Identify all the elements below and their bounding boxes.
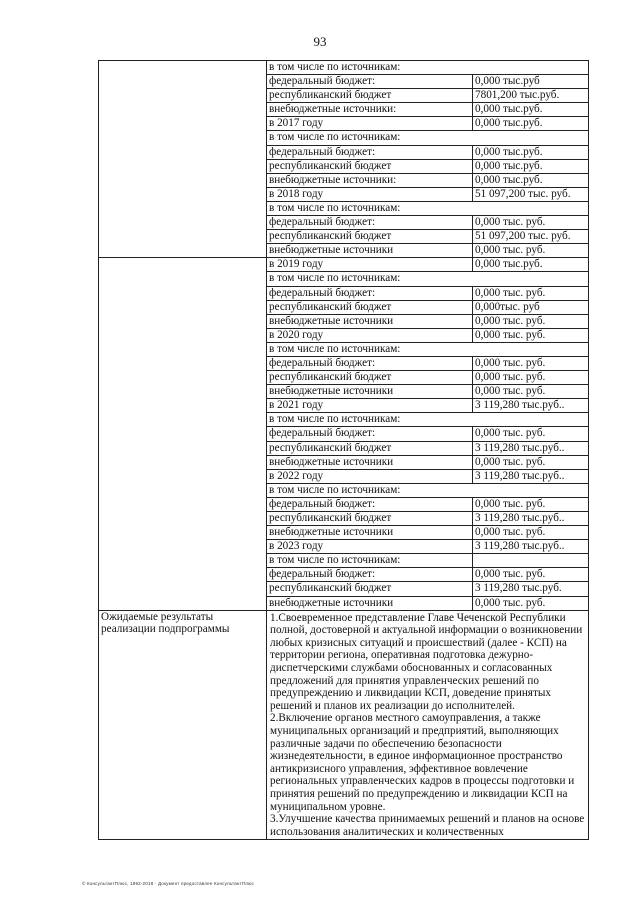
funding-label: республиканский бюджет bbox=[267, 89, 473, 103]
funding-label: внебюджетные источники bbox=[267, 244, 473, 258]
funding-label: внебюджетные источники bbox=[267, 314, 473, 328]
funding-value: 0,000 тыс. руб. bbox=[473, 568, 589, 582]
funding-label: в 2021 году bbox=[267, 399, 473, 413]
results-paragraph: 1.Своевременное представление Главе Чеченской Республики полной, достоверной и актуальной информации о возникновении любых кризисных ситуаций и происшествий (далее - КСП) на территории региона, оперативная подготовка дежурно-диспетчерскими службами обоснованных и согласованных предложений для принятия управленческих решений по предупреждению и ликвидации КСП, доведение принятых решений и планов их реализации до исполнителей. bbox=[270, 611, 583, 712]
funding-row bbox=[99, 258, 589, 272]
funding-label: федеральный бюджет: bbox=[267, 216, 473, 230]
blank-label-cell bbox=[99, 61, 267, 258]
funding-value: 0,000 тыс.руб. bbox=[473, 173, 589, 187]
funding-value: 0,000 тыс. руб. bbox=[473, 497, 589, 511]
funding-value: 0,000 тыс.руб. bbox=[473, 117, 589, 131]
funding-label: в 2019 году bbox=[267, 258, 473, 272]
funding-value: 0,000 тыс. руб. bbox=[473, 244, 589, 258]
blank-label-cell bbox=[99, 258, 267, 610]
funding-value: 0,000 тыс.руб. bbox=[473, 103, 589, 117]
funding-label: республиканский бюджет bbox=[267, 159, 473, 173]
funding-label: федеральный бюджет: bbox=[267, 356, 473, 370]
funding-value: 3 119,280 тыс.руб.. bbox=[473, 399, 589, 413]
funding-label: федеральный бюджет: bbox=[267, 286, 473, 300]
funding-value: 3 119,280 тыс.руб. bbox=[473, 582, 589, 596]
funding-value bbox=[473, 554, 589, 568]
funding-label: в 2017 году bbox=[267, 117, 473, 131]
funding-value: 7801,200 тыс.руб. bbox=[473, 89, 589, 103]
funding-label: республиканский бюджет bbox=[267, 441, 473, 455]
funding-value: 0,000 тыс. руб. bbox=[473, 385, 589, 399]
results-row bbox=[99, 610, 589, 840]
funding-label: республиканский бюджет bbox=[267, 300, 473, 314]
funding-value: 0,000 тыс. руб. bbox=[473, 371, 589, 385]
funding-value: 0,000 тыс.руб. bbox=[473, 258, 589, 272]
funding-value: 0,000 тыс. руб. bbox=[473, 328, 589, 342]
funding-label: федеральный бюджет: bbox=[267, 427, 473, 441]
funding-value: 0,000тыс. руб bbox=[473, 300, 589, 314]
funding-value: 0,000 тыс.руб. bbox=[473, 145, 589, 159]
funding-label: в том числе по источникам: bbox=[267, 483, 589, 497]
funding-value: 0,000 тыс. руб. bbox=[473, 314, 589, 328]
funding-label: в том числе по источникам: bbox=[267, 201, 589, 215]
funding-label: в том числе по источникам: bbox=[267, 61, 589, 75]
funding-value: 3 119,280 тыс.руб.. bbox=[473, 469, 589, 483]
funding-value: 0,000 тыс. руб. bbox=[473, 216, 589, 230]
funding-label: федеральный бюджет: bbox=[267, 568, 473, 582]
funding-label: республиканский бюджет bbox=[267, 582, 473, 596]
results-text bbox=[267, 610, 589, 840]
page-number: 93 bbox=[313, 34, 327, 49]
funding-label: в том числе по источникам: bbox=[267, 342, 589, 356]
program-passport-table bbox=[98, 60, 589, 840]
results-paragraph: 3.Улучшение качества принимаемых решений и планов на основе использования аналитических и количественных bbox=[270, 813, 585, 838]
funding-label: федеральный бюджет: bbox=[267, 75, 473, 89]
funding-label: в том числе по источникам: bbox=[267, 131, 589, 145]
funding-value: 0,000 тыс. руб. bbox=[473, 526, 589, 540]
footer-note: © КонсультантПлюс, 1992-2018 · Документ предоставлен КонсультантПлюс bbox=[82, 881, 255, 886]
results-label: Ожидаемые результаты реализации подпрограммы bbox=[99, 610, 267, 840]
funding-value: 51 097,200 тыс. руб. bbox=[473, 230, 589, 244]
funding-value: 0,000 тыс.руб bbox=[473, 75, 589, 89]
funding-label: внебюджетные источники bbox=[267, 385, 473, 399]
funding-label: республиканский бюджет bbox=[267, 230, 473, 244]
funding-value: 0,000 тыс. руб. bbox=[473, 286, 589, 300]
funding-label: федеральный бюджет: bbox=[267, 497, 473, 511]
funding-label: в 2022 году bbox=[267, 469, 473, 483]
funding-label: республиканский бюджет bbox=[267, 512, 473, 526]
funding-label: в 2020 году bbox=[267, 328, 473, 342]
funding-label: внебюджетные источники: bbox=[267, 103, 473, 117]
results-paragraph: 2.Включение органов местного самоуправления, а также муниципальных организаций и предприятий, выполняющих различные задачи по обеспечению безопасности жизнедеятельности, в единое информационное пространство антикризисного управления, эффективное вовлечение региональных управленческих кадров в процессы подготовки и принятия решений по предупреждению и ликвидации КСП на муниципальном уровне. bbox=[270, 712, 575, 813]
funding-label: республиканский бюджет bbox=[267, 371, 473, 385]
funding-label: федеральный бюджет: bbox=[267, 145, 473, 159]
funding-value: 0,000 тыс. руб. bbox=[473, 596, 589, 610]
funding-value: 0,000 тыс. руб. bbox=[473, 427, 589, 441]
funding-value: 51 097,200 тыс. руб. bbox=[473, 187, 589, 201]
funding-label: внебюджетные источники: bbox=[267, 173, 473, 187]
funding-value: 0,000 тыс. руб. bbox=[473, 455, 589, 469]
funding-value: 0,000 тыс.руб. bbox=[473, 159, 589, 173]
funding-value: 0,000 тыс. руб. bbox=[473, 356, 589, 370]
funding-value: 3 119,280 тыс.руб.. bbox=[473, 540, 589, 554]
funding-value: 3 119,280 тыс.руб.. bbox=[473, 441, 589, 455]
funding-label: в том числе по источникам: bbox=[267, 413, 589, 427]
funding-label: внебюджетные источники bbox=[267, 455, 473, 469]
funding-label: в том числе по источникам: bbox=[267, 272, 589, 286]
funding-label: внебюджетные источники bbox=[267, 596, 473, 610]
funding-label: в 2018 году bbox=[267, 187, 473, 201]
funding-label: в том числе по источникам: bbox=[267, 554, 473, 568]
funding-label: в 2023 году bbox=[267, 540, 473, 554]
funding-label: внебюджетные источники bbox=[267, 526, 473, 540]
funding-value: 3 119,280 тыс.руб.. bbox=[473, 512, 589, 526]
funding-row bbox=[99, 61, 589, 75]
